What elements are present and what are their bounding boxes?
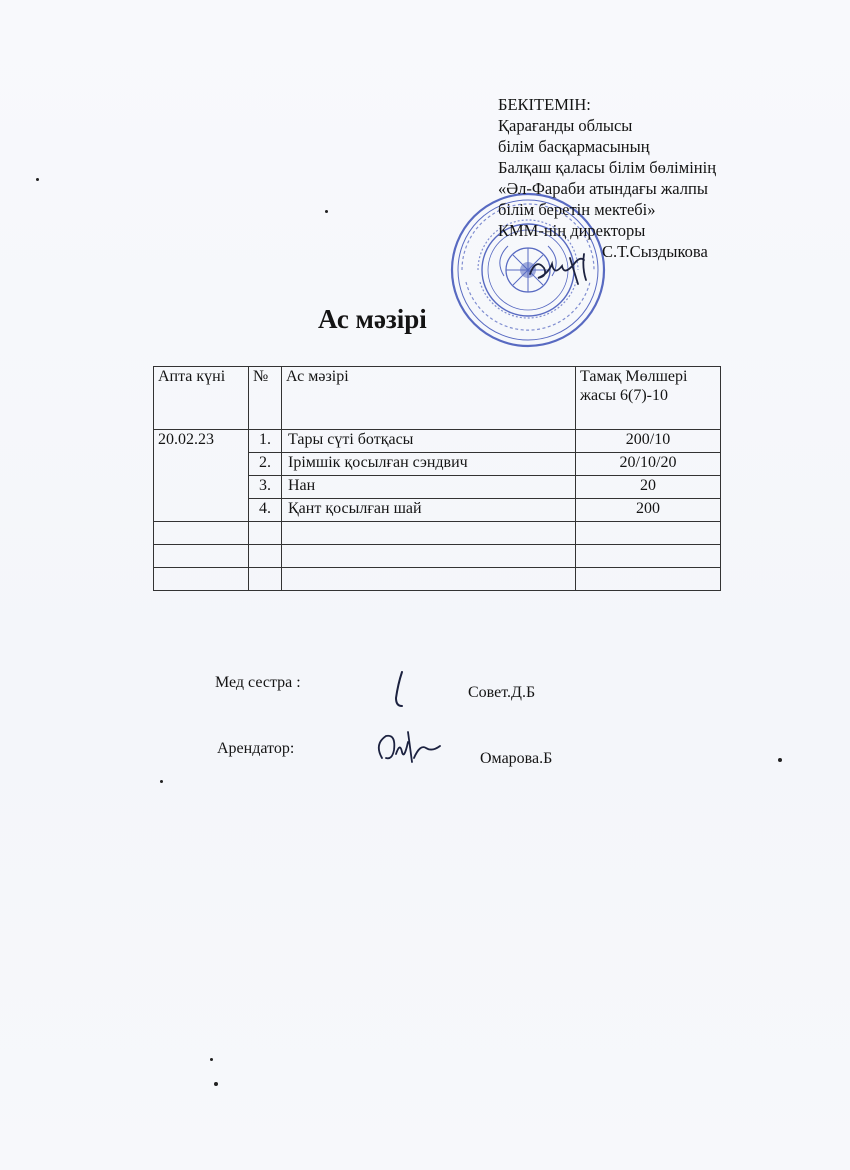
row-amount: 200 bbox=[576, 499, 721, 522]
row-number: 1. bbox=[249, 430, 282, 453]
empty-cell bbox=[249, 522, 282, 545]
header-menu: Ас мәзірі bbox=[282, 367, 576, 430]
empty-cell bbox=[249, 545, 282, 568]
empty-cell bbox=[154, 522, 249, 545]
empty-cell bbox=[154, 568, 249, 591]
empty-row bbox=[154, 545, 721, 568]
empty-cell bbox=[576, 522, 721, 545]
table-row bbox=[154, 430, 721, 453]
empty-cell bbox=[576, 568, 721, 591]
empty-row bbox=[154, 568, 721, 591]
nurse-name: Совет.Д.Б bbox=[468, 684, 536, 701]
row-dish: Ірімшік қосылған сэндвич bbox=[282, 453, 576, 476]
header-day: Апта күні bbox=[154, 367, 249, 430]
approval-line-7: КММ-нің директоры bbox=[498, 221, 646, 240]
empty-cell bbox=[282, 568, 576, 591]
row-amount: 200/10 bbox=[576, 430, 721, 453]
tenant-name: Омарова.Б bbox=[480, 750, 553, 767]
nurse-label: Мед сестра : bbox=[215, 674, 301, 691]
table-header-row bbox=[154, 367, 721, 430]
row-amount: 20/10/20 bbox=[576, 453, 721, 476]
approval-line-1: БЕКІТЕМІН: bbox=[498, 95, 591, 114]
approval-line-3: білім басқармасының bbox=[498, 137, 650, 156]
empty-cell bbox=[154, 545, 249, 568]
row-number: 3. bbox=[249, 476, 282, 499]
scan-speck bbox=[160, 780, 163, 783]
tenant-signature bbox=[372, 718, 444, 772]
scan-speck bbox=[325, 210, 328, 213]
approval-block bbox=[498, 94, 716, 262]
row-amount: 20 bbox=[576, 476, 721, 499]
page-title: Ас мәзірі bbox=[318, 304, 427, 334]
empty-cell bbox=[282, 545, 576, 568]
approval-signer: С.Т.Сыздыкова bbox=[602, 242, 708, 261]
row-dish: Тары сүті ботқасы bbox=[282, 430, 576, 453]
date-cell: 20.02.23 bbox=[154, 430, 249, 522]
approval-line-5: «Әл-Фараби атындағы жалпы bbox=[498, 179, 708, 198]
header-portion: Тамақ Мөлшері жасы 6(7)-10 bbox=[576, 367, 721, 430]
empty-cell bbox=[249, 568, 282, 591]
approval-line-6: білім беретін мектебі» bbox=[498, 200, 656, 219]
row-dish: Қант қосылған шай bbox=[282, 499, 576, 522]
row-dish: Нан bbox=[282, 476, 576, 499]
scan-speck bbox=[36, 178, 39, 181]
approval-line-4: Балқаш қаласы білім бөлімінің bbox=[498, 158, 717, 177]
scan-speck bbox=[778, 758, 782, 762]
nurse-signature bbox=[386, 668, 416, 712]
empty-cell bbox=[576, 545, 721, 568]
scan-speck bbox=[214, 1082, 218, 1086]
scan-speck bbox=[210, 1058, 213, 1061]
approval-line-2: Қарағанды облысы bbox=[498, 116, 633, 135]
header-number: № bbox=[249, 367, 282, 430]
row-number: 4. bbox=[249, 499, 282, 522]
empty-row bbox=[154, 522, 721, 545]
empty-cell bbox=[282, 522, 576, 545]
director-signature bbox=[526, 248, 606, 288]
row-number: 2. bbox=[249, 453, 282, 476]
tenant-label: Арендатор: bbox=[217, 740, 295, 757]
menu-table bbox=[153, 366, 721, 591]
